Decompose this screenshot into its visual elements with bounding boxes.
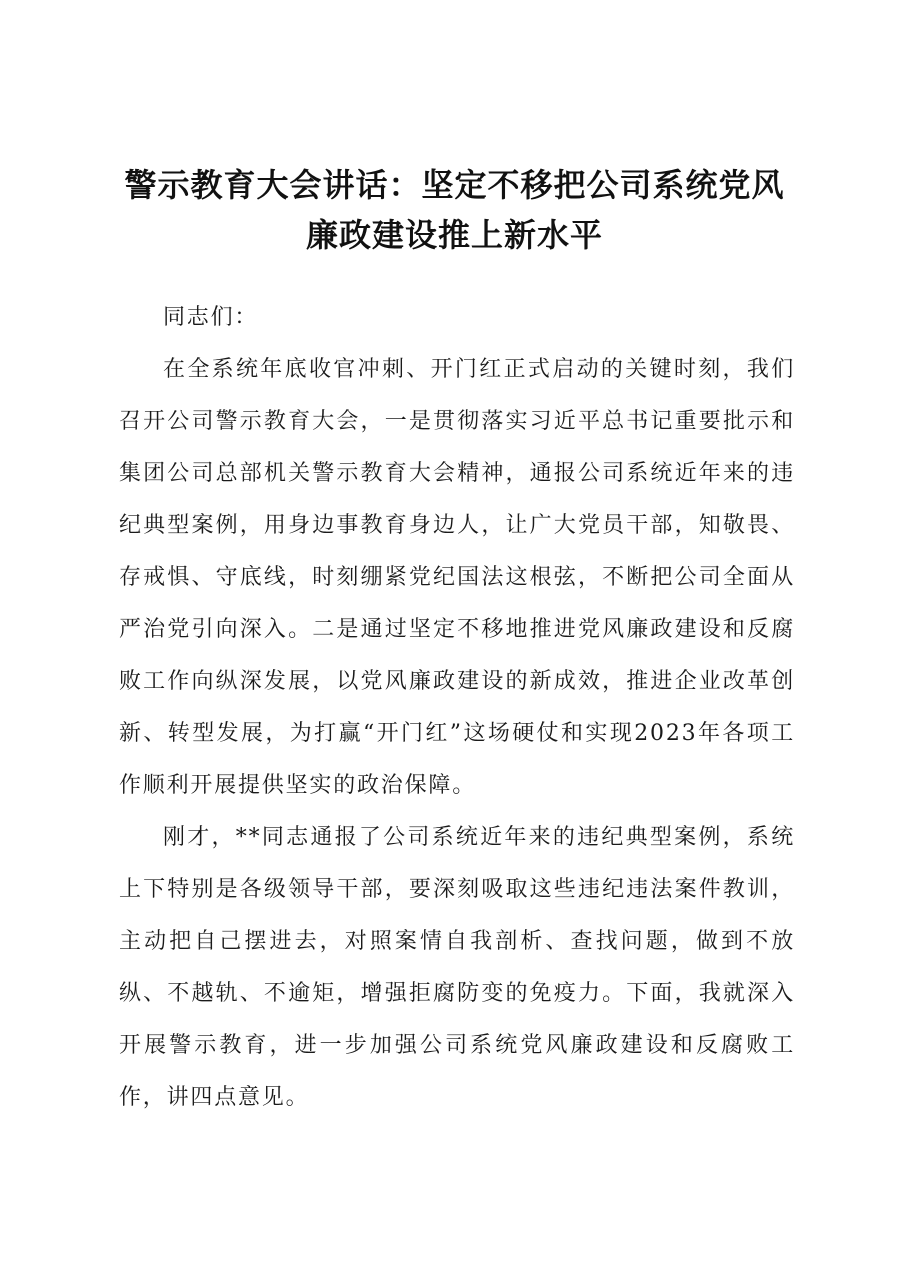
- title-line-2: 廉政建设推上新水平: [305, 216, 603, 254]
- paragraph-2: 刚才，**同志通报了公司系统近年来的违纪典型案例，系统上下特别是各级领导干部，要深刻吸取这些违纪违法案件教训，主动把自己摆进去，对照案情自我剖析、查找问题，做到不放纵、不越轨、不逾矩，增强拒腐防变的免疫力。下面，我就深入开展警示教育，进一步加强公司系统党风廉政建设和反腐败工作，讲四点意见。: [119, 825, 795, 1110]
- document-title: [100, 160, 809, 260]
- document-body: [119, 292, 795, 1124]
- salutation: 同志们：: [163, 305, 259, 330]
- title-line-1: 警示教育大会讲话：坚定不移把公司系统党风: [124, 166, 785, 204]
- paragraph-1: 在全系统年底收官冲刺、开门红正式启动的关键时刻，我们召开公司警示教育大会，一是贯彻落实习近平总书记重要批示和集团公司总部机关警示教育大会精神，通报公司系统近年来的违纪典型案例，用身边事教育身边人，让广大党员干部，知敬畏、存戒惧、守底线，时刻绷紧党纪国法这根弦，不断把公司全面从严治党引向深入。二是通过坚定不移地推进党风廉政建设和反腐败工作向纵深发展，以党风廉政建设的新成效，推进企业改革创新、转型发展，为打赢“开门红”这场硬仗和实现2023年各项工作顺利开展提供坚实的政治保障。: [119, 357, 795, 798]
